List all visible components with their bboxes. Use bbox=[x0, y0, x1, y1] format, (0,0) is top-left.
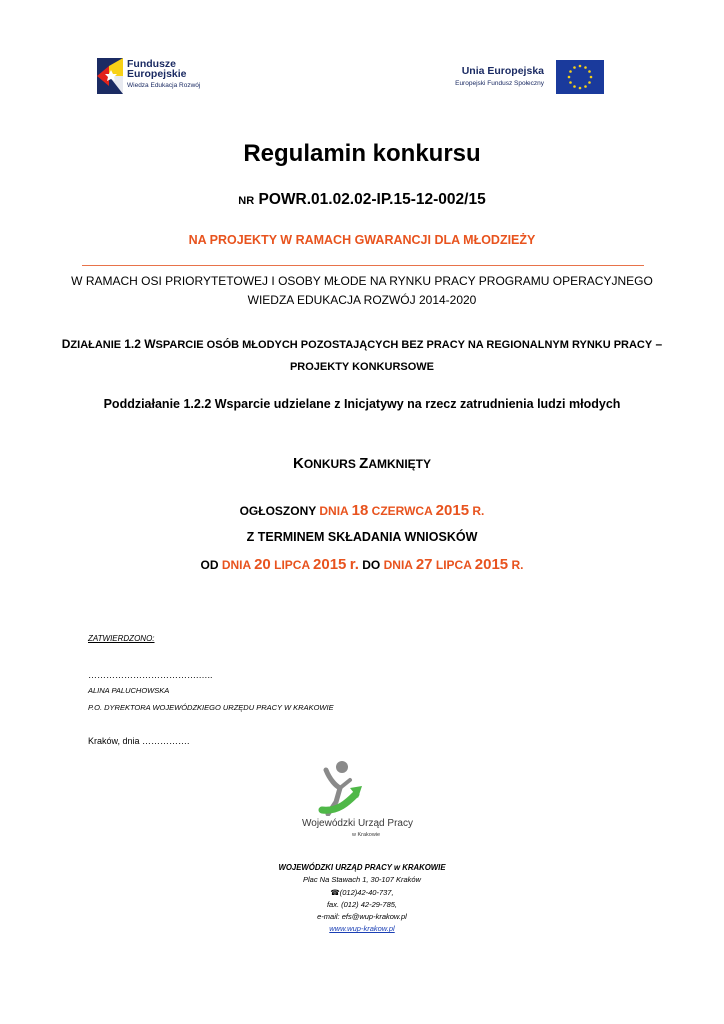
ogl-year: 2015 bbox=[435, 502, 470, 519]
wup-logo-line2: w Krakowie bbox=[352, 832, 381, 838]
od-year: 2015 bbox=[313, 556, 347, 573]
fe-logo-line2: Europejskie bbox=[127, 68, 187, 80]
axis-description bbox=[0, 272, 724, 310]
od-dnia: DNIA bbox=[221, 558, 251, 572]
unia-europejska-logo bbox=[440, 60, 604, 94]
ogloszony-label: OGŁOSZONY bbox=[239, 504, 317, 518]
signature-line: ……………………………….….. bbox=[88, 670, 213, 680]
document-title: Regulamin konkursu bbox=[243, 140, 481, 167]
konkurs-word1: ONKURS bbox=[303, 457, 360, 471]
nr-prefix: NR bbox=[238, 195, 255, 207]
footer-contact bbox=[0, 862, 724, 936]
place-date: Kraków, dnia ……………. bbox=[88, 736, 190, 746]
axis-line1: W RAMACH OSI PRIORYTETOWEJ I OSOBY MŁODE NA RYNKU PRACY PROGRAMU OPERACYJNEGO bbox=[71, 274, 653, 288]
konkurs-cap-z: Z bbox=[359, 455, 369, 472]
submission-term-label: Z TERMINEM SKŁADANIA WNIOSKÓW bbox=[246, 530, 478, 544]
do-label: DO bbox=[362, 558, 381, 572]
eu-flag-icon bbox=[556, 60, 604, 94]
footer-org: WOJEWÓDZKI URZĄD PRACY w KRAKOWIE bbox=[278, 863, 446, 872]
fundusze-europejskie-logo bbox=[95, 56, 235, 96]
announcement-date bbox=[0, 502, 724, 519]
dzialanie-dash: – bbox=[652, 337, 663, 351]
footer-phone-row bbox=[0, 887, 724, 899]
axis-line2: WIEDZA EDUKACJA ROZWÓJ 2014-2020 bbox=[247, 293, 477, 307]
divider bbox=[82, 265, 644, 266]
od-label: OD bbox=[200, 558, 219, 572]
wup-figure-icon bbox=[296, 758, 436, 816]
ogl-r: R. bbox=[472, 504, 485, 518]
ue-logo-line1: Unia Europejska bbox=[461, 65, 544, 77]
footer-fax: fax. (012) 42-29-785, bbox=[326, 899, 398, 909]
do-day: 27 bbox=[415, 556, 433, 573]
nr-value: POWR.01.02.02-IP.15-12-002/15 bbox=[258, 191, 486, 208]
od-r: r. bbox=[349, 556, 359, 573]
fe-logo-line3: Wiedza Edukacja Rozwój bbox=[127, 82, 201, 89]
document-number bbox=[0, 191, 724, 209]
do-month: LIPCA bbox=[435, 558, 472, 572]
wup-logo-line1: Wojewódzki Urząd Pracy bbox=[302, 818, 413, 829]
document-subtitle: NA PROJEKTY W RAMACH GWARANCJI DLA MŁODZIEŻY bbox=[188, 233, 536, 247]
dzialanie-text: SPARCIE OSÓB MŁODYCH POZOSTAJĄCYCH BEZ PRACY NA REGIONALNYM RYNKU PRACY bbox=[155, 339, 653, 351]
dzialanie-line1 bbox=[0, 333, 724, 356]
footer-phone: (012)42-40-737, bbox=[339, 887, 394, 897]
fe-logo-line1: Fundusze bbox=[127, 58, 176, 70]
do-r: R. bbox=[511, 558, 524, 572]
signatory-position: P.O. DYREKTORA WOJEWÓDZKIEGO URZĘDU PRACY W KRAKOWIE bbox=[88, 703, 334, 712]
od-month: LIPCA bbox=[274, 558, 310, 572]
konkurs-type bbox=[0, 455, 724, 472]
footer-email: e-mail: efs@wup-krakow.pl bbox=[317, 912, 407, 922]
dzialanie-heading bbox=[0, 333, 724, 378]
phone-icon: ☎ bbox=[330, 887, 340, 897]
ogl-month: CZERWCA bbox=[371, 504, 433, 518]
dzialanie-number: 1.2 W bbox=[124, 337, 156, 351]
do-year: 2015 bbox=[474, 556, 509, 573]
poddzialanie-heading: Poddziałanie 1.2.2 Wsparcie udzielane z Inicjatywy na rzecz zatrudnienia ludzi młodych bbox=[103, 397, 621, 411]
ogl-day: 18 bbox=[351, 502, 369, 519]
konkurs-cap-k: K bbox=[292, 455, 304, 472]
approval-label: ZATWIERDZONO: bbox=[88, 634, 155, 643]
ogl-dnia: DNIA bbox=[319, 504, 349, 518]
dzialanie-line2: PROJEKTY KONKURSOWE bbox=[289, 361, 435, 373]
konkurs-word2: AMKNIĘTY bbox=[368, 457, 432, 471]
footer-address: Plac Na Stawach 1, 30-107 Kraków bbox=[303, 875, 421, 885]
do-dnia: DNIA bbox=[383, 558, 413, 572]
signatory-name: ALINA PALUCHOWSKA bbox=[88, 686, 170, 695]
dzialanie-word: ZIAŁANIE bbox=[70, 339, 125, 351]
submission-period bbox=[0, 556, 724, 573]
footer-website-link[interactable]: www.wup-krakow.pl bbox=[329, 924, 395, 934]
od-day: 20 bbox=[254, 556, 271, 573]
fe-logo-icon bbox=[95, 56, 125, 96]
dzialanie-cap-d: D bbox=[61, 337, 71, 351]
ue-logo-line2: Europejski Fundusz Społeczny bbox=[455, 80, 544, 87]
wup-logo bbox=[296, 758, 436, 840]
